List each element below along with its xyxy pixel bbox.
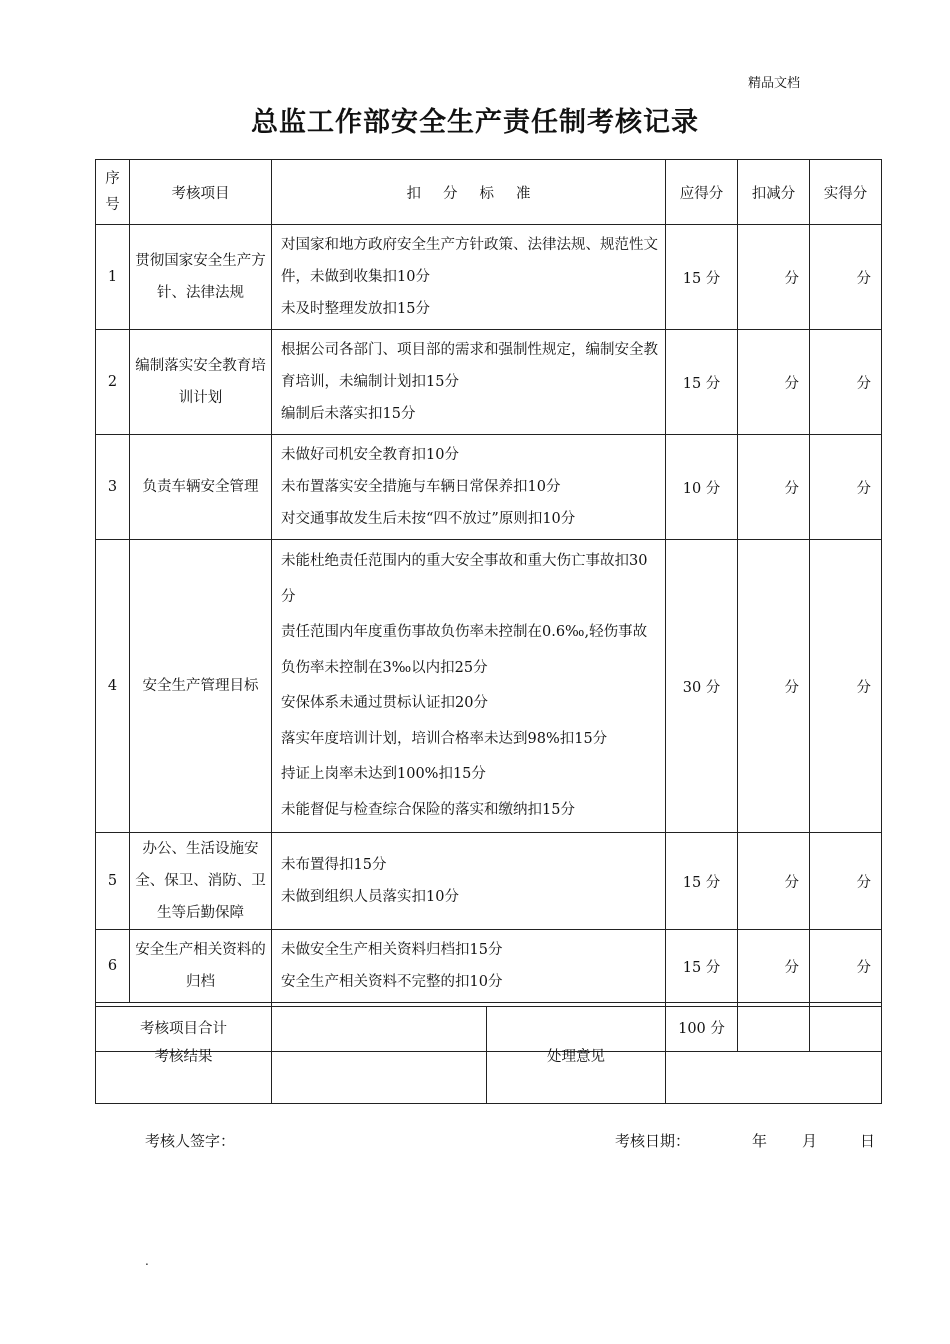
opinion-value-cell[interactable] xyxy=(666,1007,882,1104)
row-criteria xyxy=(272,540,666,833)
row-criteria xyxy=(272,225,666,330)
criteria-line: 未做好司机安全教育扣10分 xyxy=(281,447,459,463)
table-row xyxy=(96,330,882,435)
criteria-line: 未布置得扣15分 xyxy=(281,857,387,873)
criteria-line: 对交通事故发生后未按“四不放过”原则扣10分 xyxy=(281,511,576,527)
row-actual: 分 xyxy=(810,330,882,435)
assessment-table xyxy=(95,159,882,1052)
criteria-line: 安保体系未通过贯标认证扣20分 xyxy=(281,695,488,711)
criteria-line: 未及时整理发放扣15分 xyxy=(281,301,430,317)
row-item: 贯彻国家安全生产方针、法律法规 xyxy=(130,225,272,330)
criteria-line: 未做安全生产相关资料归档扣15分 xyxy=(281,942,503,958)
row-seq: 6 xyxy=(96,930,130,1003)
row-due: 15 分 xyxy=(666,833,738,930)
row-deduct: 分 xyxy=(738,330,810,435)
row-deduct: 分 xyxy=(738,225,810,330)
row-item: 安全生产相关资料的归档 xyxy=(130,930,272,1003)
row-due: 15 分 xyxy=(666,330,738,435)
total-due: 100 分 xyxy=(666,1003,738,1052)
row-due: 15 分 xyxy=(666,225,738,330)
row-actual: 分 xyxy=(810,225,882,330)
row-seq: 5 xyxy=(96,833,130,930)
header-item: 考核项目 xyxy=(130,160,272,225)
row-criteria xyxy=(272,435,666,540)
signer-label: 考核人签字： xyxy=(145,1132,236,1150)
header-seq-line1: 序 xyxy=(105,171,120,187)
row-item: 办公、生活设施安全、保卫、消防、卫生等后勤保障 xyxy=(130,833,272,930)
row-actual: 分 xyxy=(810,435,882,540)
row-seq: 1 xyxy=(96,225,130,330)
watermark-text: 精品文档 xyxy=(748,76,801,91)
criteria-line: 未做到组织人员落实扣10分 xyxy=(281,889,459,905)
criteria-line: 编制后未落实扣15分 xyxy=(281,406,416,422)
row-seq: 2 xyxy=(96,330,130,435)
total-label: 考核项目合计 xyxy=(96,1003,272,1052)
table-row xyxy=(96,225,882,330)
criteria-line: 对国家和地方政府安全生产方针政策、法律法规、规范性文件，未做到收集扣10分 xyxy=(281,237,658,285)
criteria-line: 根据公司各部门、项目部的需求和强制性规定，编制安全教育培训，未编制计划扣15分 xyxy=(281,342,658,390)
table-row xyxy=(96,833,882,930)
row-deduct: 分 xyxy=(738,833,810,930)
row-criteria xyxy=(272,930,666,1003)
result-row xyxy=(96,1007,882,1104)
row-item: 负责车辆安全管理 xyxy=(130,435,272,540)
result-value-cell[interactable] xyxy=(272,1007,487,1104)
opinion-label: 处理意见 xyxy=(487,1007,666,1104)
criteria-line: 未能杜绝责任范围内的重大安全事故和重大伤亡事故扣30分 xyxy=(281,553,648,605)
row-actual: 分 xyxy=(810,540,882,833)
document-title: 总监工作部安全生产责任制考核记录 xyxy=(251,107,699,138)
header-criteria xyxy=(272,160,666,225)
row-deduct: 分 xyxy=(738,540,810,833)
row-actual: 分 xyxy=(810,930,882,1003)
row-actual: 分 xyxy=(810,833,882,930)
header-deduct: 扣减分 xyxy=(738,160,810,225)
result-table xyxy=(95,1006,882,1104)
row-seq: 3 xyxy=(96,435,130,540)
row-item: 编制落实安全教育培训计划 xyxy=(130,330,272,435)
date-year: 年 xyxy=(752,1132,768,1150)
page-dot: . xyxy=(145,1254,149,1268)
row-criteria xyxy=(272,330,666,435)
table-header-row xyxy=(96,160,882,225)
row-item: 安全生产管理目标 xyxy=(130,540,272,833)
criteria-line: 持证上岗率未达到100%扣15分 xyxy=(281,766,486,782)
row-criteria xyxy=(272,833,666,930)
row-seq: 4 xyxy=(96,540,130,833)
date-label: 考核日期： xyxy=(615,1132,691,1150)
header-seq xyxy=(96,160,130,225)
criteria-line: 未能督促与检查综合保险的落实和缴纳扣15分 xyxy=(281,801,575,818)
header-criteria-label: 扣分标准 xyxy=(406,185,553,202)
row-due: 30 分 xyxy=(666,540,738,833)
header-seq-line2: 号 xyxy=(105,197,120,213)
result-label: 考核结果 xyxy=(96,1007,272,1104)
table-row xyxy=(96,540,882,833)
date-month: 月 xyxy=(802,1132,818,1150)
criteria-line: 落实年度培训计划，培训合格率未达到98%扣15分 xyxy=(281,730,608,747)
criteria-line: 责任范围内年度重伤事故负伤率未控制在0.6‰,轻伤事故负伤率未控制在3‰以内扣25分 xyxy=(281,624,648,676)
header-actual: 实得分 xyxy=(810,160,882,225)
table-row xyxy=(96,435,882,540)
row-due: 10 分 xyxy=(666,435,738,540)
header-due: 应得分 xyxy=(666,160,738,225)
criteria-line: 安全生产相关资料不完整的扣10分 xyxy=(281,974,503,990)
date-day: 日 xyxy=(860,1132,876,1150)
row-deduct: 分 xyxy=(738,930,810,1003)
row-deduct: 分 xyxy=(738,435,810,540)
table-row xyxy=(96,930,882,1003)
row-due: 15 分 xyxy=(666,930,738,1003)
criteria-line: 未布置落实安全措施与车辆日常保养扣10分 xyxy=(281,479,561,495)
